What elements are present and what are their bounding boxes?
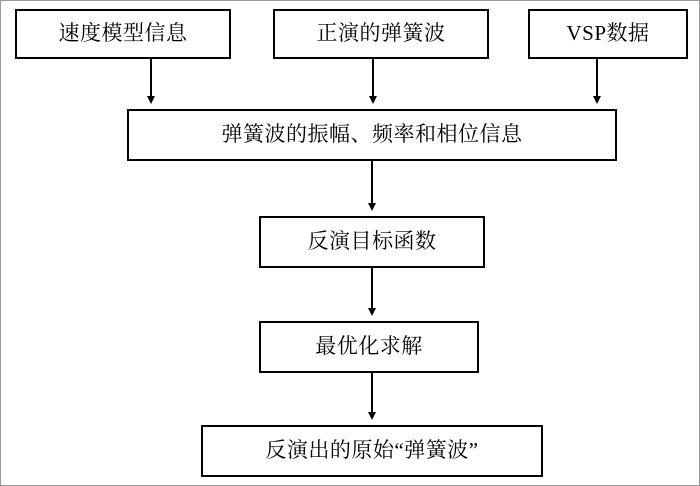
node-inverted-original-spring-wave [201,425,543,477]
node-label: 最优化求解 [315,334,423,359]
node-vsp-data [528,9,688,59]
node-velocity-model [15,9,231,59]
node-inversion-objective-function [259,216,485,268]
node-label: 速度模型信息 [58,21,188,46]
node-label: 弹簧波的振幅、频率和相位信息 [221,122,523,147]
node-label: VSP数据 [566,21,650,46]
node-label: 反演目标函数 [307,229,437,254]
node-label: 正演的弹簧波 [316,21,446,46]
node-label: 反演出的原始“弹簧波” [265,438,479,463]
node-forward-spring-wave [273,9,489,59]
node-optimization-solution [259,321,479,373]
node-amplitude-frequency-phase [127,109,617,161]
